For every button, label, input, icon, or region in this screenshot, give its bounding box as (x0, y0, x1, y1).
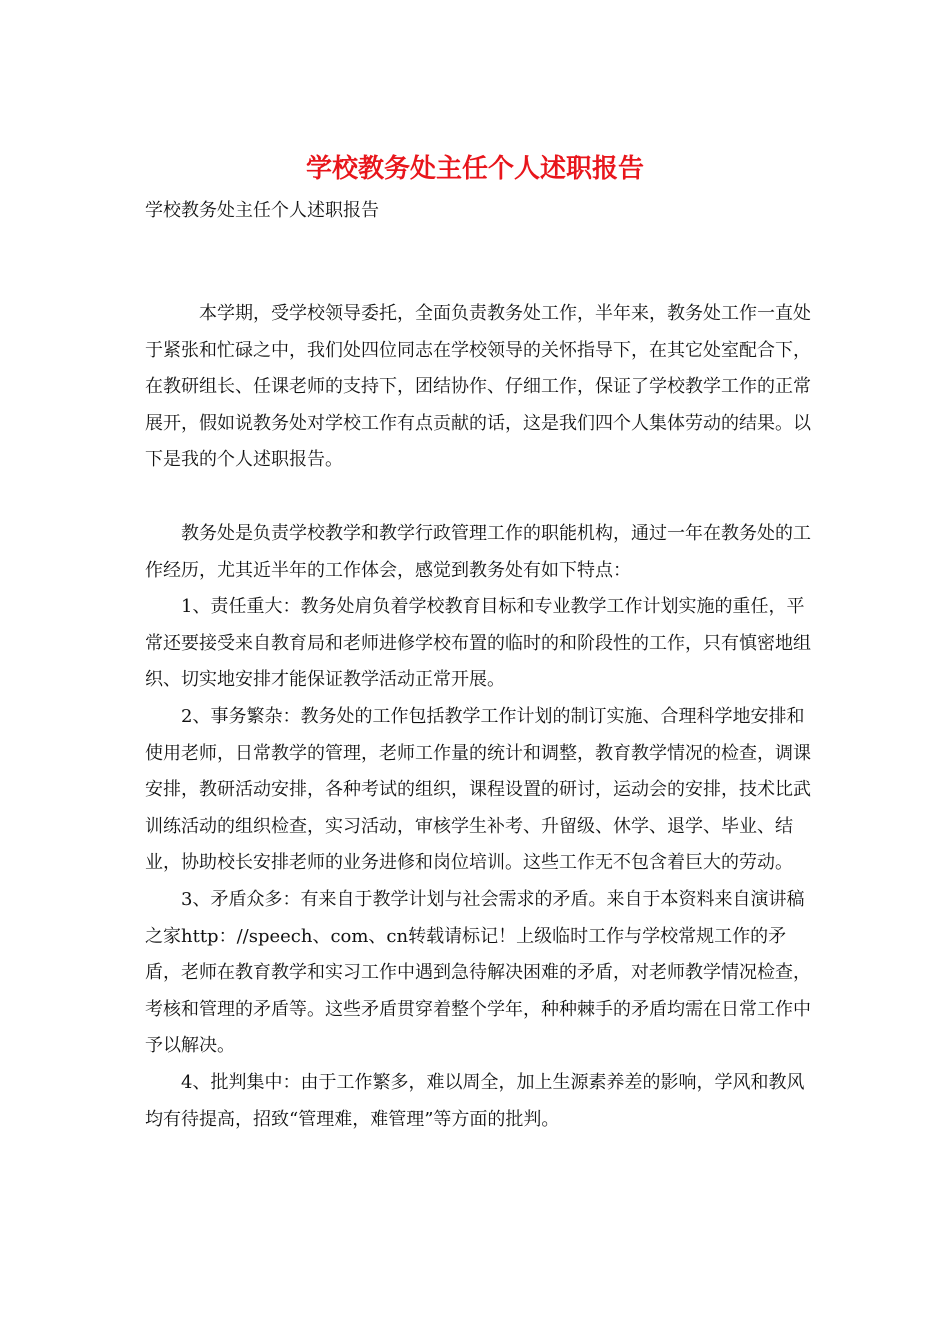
intro-section (145, 296, 815, 479)
features-section (145, 516, 815, 1138)
paragraph-point-3: 3、矛盾众多：有来自于教学计划与社会需求的矛盾。来自于本资料来自演讲稿之家http：//speech、com、cn转载请标记！上级临时工作与学校常规工作的矛盾，老师在教育教学和实习工作中遇到急待解决困难的矛盾，对老师教学情况检查，考核和管理的矛盾等。这些矛盾贯穿着整个学年，种种棘手的矛盾均需在日常工作中予以解决。 (145, 888, 811, 1057)
paragraph-point-2: 2、事务繁杂：教务处的工作包括教学工作计划的制订实施、合理科学地安排和使用老师，日常教学的管理，老师工作量的统计和调整，教育教学情况的检查，调课安排，教研活动安排，各种考试的组织，课程设置的研讨，运动会的安排，技术比武训练活动的组织检查，实习活动，审核学生补考、升留级、休学、退学、毕业、结业，协助校长安排老师的业务进修和岗位培训。这些工作无不包含着巨大的劳动。 (145, 705, 811, 874)
paragraph-intro: 本学期，受学校领导委托，全面负责教务处工作，半年来，教务处工作一直处于紧张和忙碌之中，我们处四位同志在学校领导的关怀指导下，在其它处室配合下，在教研组长、任课老师的支持下，团结协作、仔细工作，保证了学校教学工作的正常展开，假如说教务处对学校工作有点贡献的话，这是我们四个人集体劳动的结果。以下是我的个人述职报告。 (145, 303, 811, 471)
document-subtitle: 学校教务处主任个人述职报告 (145, 200, 379, 221)
paragraph-overview: 教务处是负责学校教学和教学行政管理工作的职能机构，通过一年在教务处的工作经历，尤其近半年的工作体会，感觉到教务处有如下特点： (145, 523, 811, 581)
paragraph-point-4: 4、批判集中：由于工作繁多，难以周全，加上生源素养差的影响，学风和教风均有待提高，招致“管理难，难管理”等方面的批判。 (145, 1071, 805, 1130)
paragraph-point-1: 1、责任重大：教务处肩负着学校教育目标和专业教学工作计划实施的重任，平常还要接受来自教育局和老师进修学校布置的临时的和阶段性的工作，只有慎密地组织、切实地安排才能保证教学活动正常开展。 (145, 596, 811, 691)
document-title: 学校教务处主任个人述职报告 (305, 154, 644, 184)
